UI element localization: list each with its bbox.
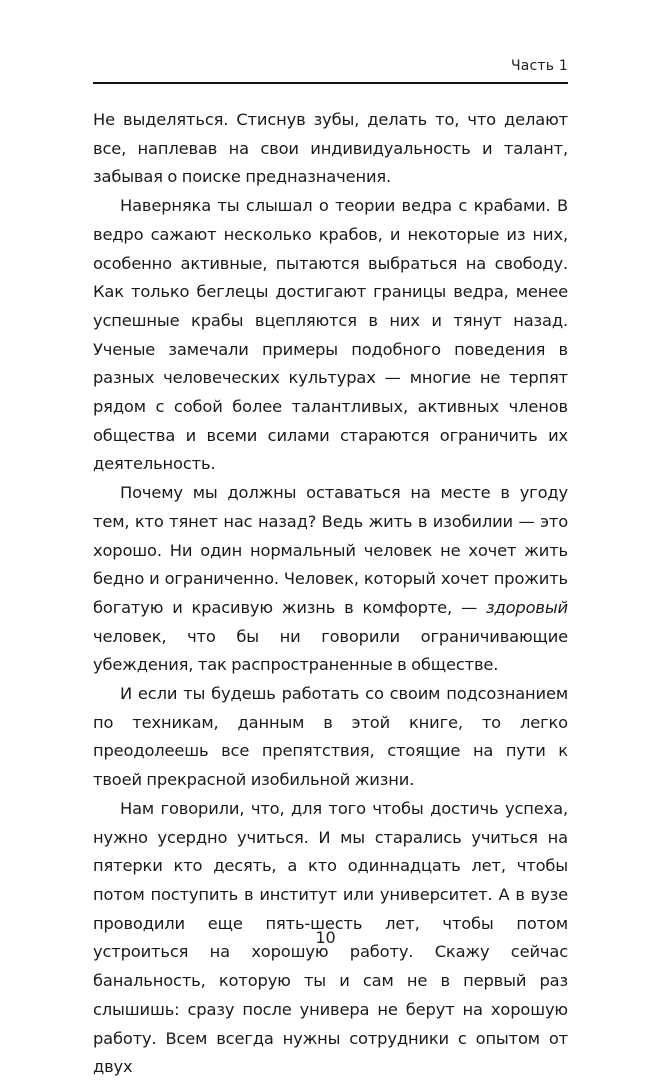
paragraph-education: Нам говорили, что, для того чтобы достичь успеха, нужно усердно учиться. И мы старались учиться на пятерки кто десять, а кто одиннадцать лет, чтобы потом поступить в институт или университет. А в вузе проводили еще пять-шесть лет, чтобы потом устроиться на хорошую работу. Скажу сейчас банальность, которую ты и сам не в первый раз слышишь: сразу после универа не берут на хорошую работу. Всем всегда нужны сотрудники с опытом от двух	[93, 798, 568, 1077]
page-number: 10	[315, 928, 336, 947]
paragraph-subconscious: И если ты будешь работать со своим подсознанием по техникам, данным в этой книге, то легко преодолеешь все препятствия, стоящие на пути к твоей прекрасной изобильной жизни.	[93, 684, 568, 790]
paragraph-crab-bucket: Наверняка ты слышал о теории ведра с крабами. В ведро сажают несколько крабов, и некоторые из них, особенно активные, пытаются выбраться на свободу. Как только беглецы достигают границы ведра, менее успешные крабы вцепляются в них и тянут назад. Ученые замечали примеры подобного поведения в разных человеческих культурах — многие не терпят рядом с собой более талантливых, активных членов общества и всеми силами стараются ограничить их деятельность.	[93, 196, 568, 474]
paragraph-abundance-part2: человек, что бы ни говорили ограничивающие убеждения, так распространенные в обществе.	[93, 626, 568, 675]
paragraph-abundance	[93, 479, 568, 680]
header-divider	[93, 82, 568, 84]
running-header-title: Часть 1	[510, 58, 568, 74]
paragraph-abundance-part1: Почему мы должны оставаться на месте в угоду тем, кто тянет нас назад? Ведь жить в изобилии — это хорошо. Ни один нормальный человек не хочет жить бедно и ограниченно. Человек, который хочет прожить богатую и красивую жизнь в комфорте, —	[93, 483, 568, 617]
emphasis-word: здоровый	[485, 597, 568, 617]
paragraph-continuation: Не выделяться. Стиснув зубы, делать то, что делают все, наплевав на свои индивидуальность и талант, забывая о поиске предназначения.	[93, 110, 568, 187]
